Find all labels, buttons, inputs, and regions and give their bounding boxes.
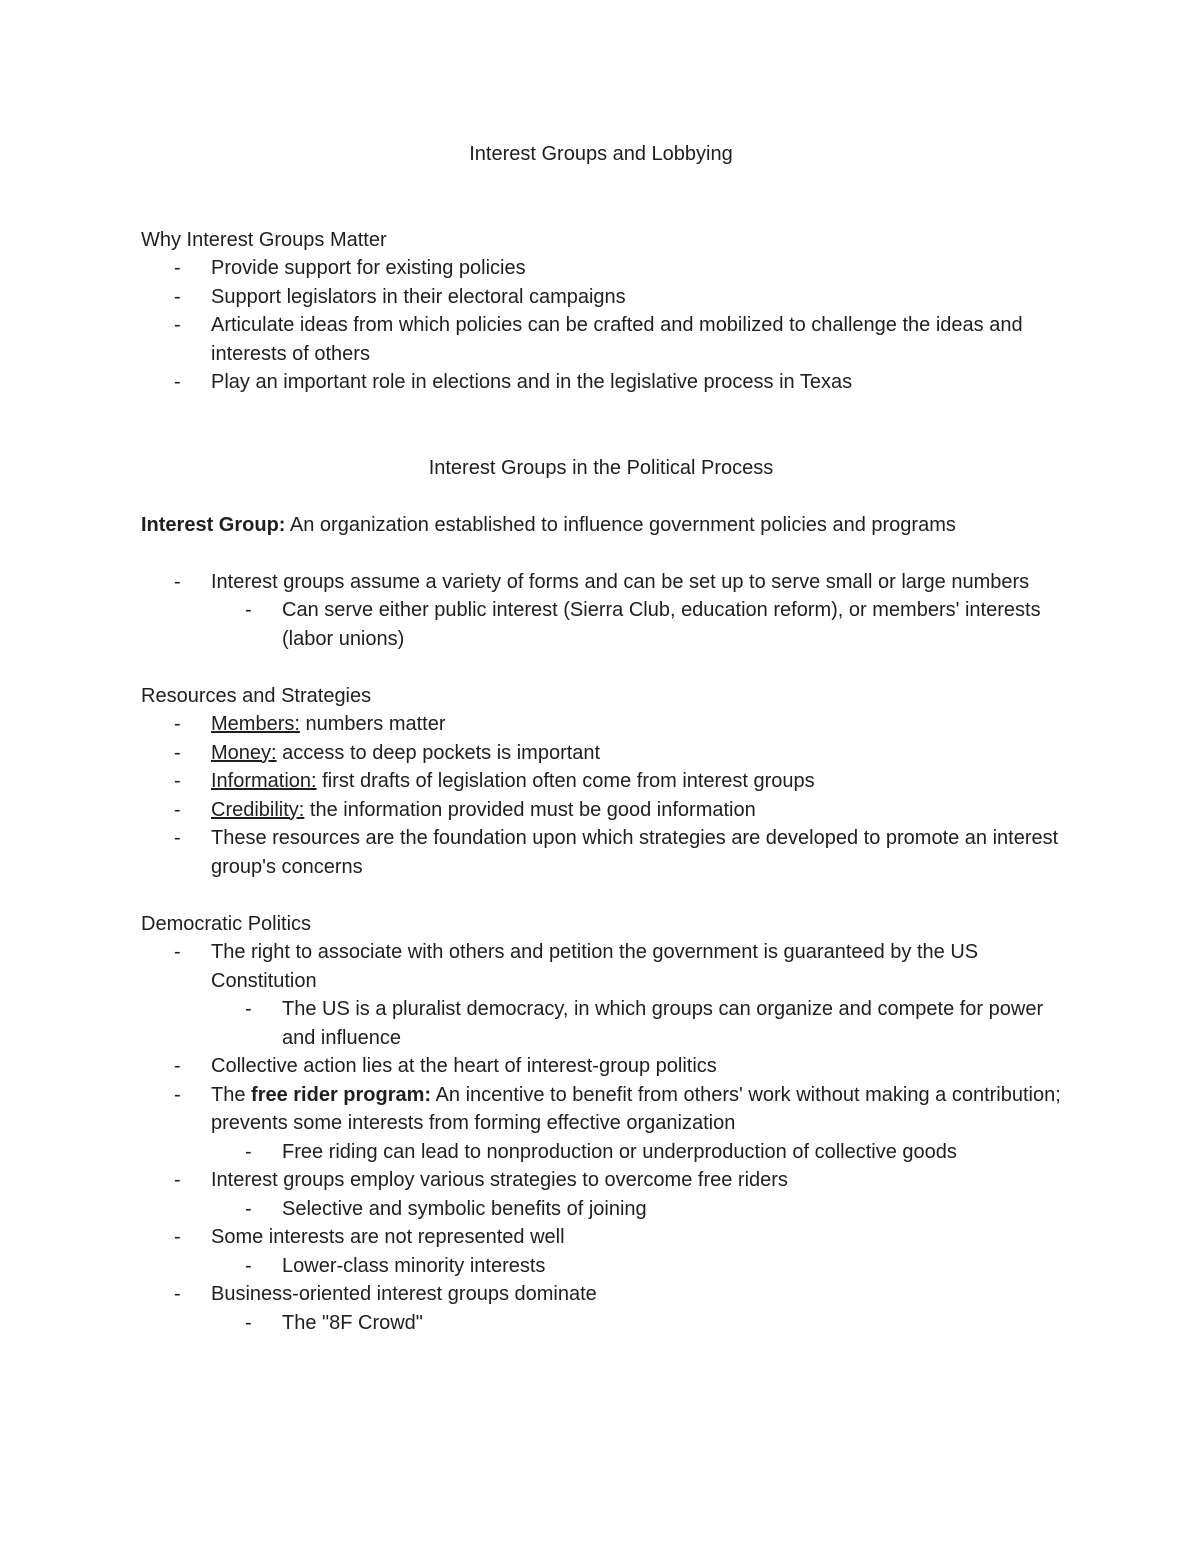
- dash-bullet: -: [245, 1254, 252, 1277]
- section-heading-why: Why Interest Groups Matter: [141, 228, 387, 251]
- sub-list: [141, 995, 1061, 1052]
- dash-bullet: -: [174, 285, 181, 308]
- section-heading-resources: Resources and Strategies: [141, 684, 372, 707]
- list-item: - The right to associate with others and petition the government is guaranteed by the US Constitution - The US is a pluralist democracy, in which groups can organize and compete for power and influence: [141, 938, 1061, 1052]
- dash-bullet: -: [245, 1197, 252, 1220]
- sub-list: [141, 1138, 1061, 1167]
- definition-text: An organization established to influence government policies and programs: [285, 513, 956, 536]
- list-item: - Collective action lies at the heart of interest-group politics: [141, 1052, 1061, 1081]
- dash-bullet: -: [174, 770, 181, 792]
- dash-bullet: -: [245, 1311, 252, 1334]
- list-item: - These resources are the foundation upon which strategies are developed to promote an interest group's concerns: [141, 824, 1061, 881]
- definition-interest-group: [141, 511, 1061, 540]
- sub-list-item: - Free riding can lead to nonproduction or underproduction of collective goods: [141, 1138, 1061, 1167]
- list-item: - Support legislators in their electoral campaigns: [141, 283, 1061, 312]
- sub-list: [141, 596, 1061, 653]
- why-list: [141, 254, 1061, 397]
- dash-bullet: -: [174, 314, 181, 336]
- sub-list-item: - Selective and symbolic benefits of joining: [141, 1195, 1061, 1224]
- dash-bullet: -: [174, 798, 181, 821]
- dash-bullet: -: [174, 570, 181, 593]
- free-rider-term: free rider program:: [251, 1083, 432, 1106]
- section-heading-democratic: Democratic Politics: [141, 912, 312, 935]
- document-title: Interest Groups and Lobbying: [469, 143, 733, 165]
- resource-term: Members:: [211, 713, 300, 735]
- list-item: - Some interests are not represented well - Lower-class minority interests: [141, 1223, 1061, 1280]
- document-body: [141, 140, 1061, 1337]
- dash-bullet: -: [174, 1169, 181, 1191]
- list-item: - Members: numbers matter: [141, 710, 1061, 739]
- resource-term: Information:: [211, 770, 317, 792]
- sub-list-item: - Can serve either public interest (Sierra Club, education reform), or members' interests (labor unions): [141, 596, 1061, 653]
- dash-bullet: -: [174, 827, 181, 849]
- sub-list: [141, 1309, 1061, 1338]
- resource-term: Money:: [211, 741, 277, 764]
- list-item: - The free rider program: An incentive to benefit from others' work without making a contribution; prevents some interests from forming effective organization - Free riding can lead to nonproduction or underproduction of collective goods: [141, 1081, 1061, 1167]
- list-item: - Business-oriented interest groups dominate - The "8F Crowd": [141, 1280, 1061, 1337]
- dash-bullet: -: [245, 1140, 252, 1163]
- list-item: - Play an important role in elections and in the legislative process in Texas: [141, 368, 1061, 397]
- sub-list: [141, 1252, 1061, 1281]
- process-list: [141, 568, 1061, 654]
- dash-bullet: -: [174, 1055, 181, 1077]
- list-item: - Interest groups employ various strategies to overcome free riders - Selective and symbolic benefits of joining: [141, 1166, 1061, 1223]
- list-item: - Credibility: the information provided must be good information: [141, 796, 1061, 825]
- sub-list-item: - The "8F Crowd": [141, 1309, 1061, 1338]
- dash-bullet: -: [245, 599, 252, 621]
- list-item: - Provide support for existing policies: [141, 254, 1061, 283]
- sub-list-item: - The US is a pluralist democracy, in which groups can organize and compete for power and influence: [141, 995, 1061, 1052]
- dash-bullet: -: [174, 741, 181, 764]
- list-item: - Money: access to deep pockets is important: [141, 739, 1061, 768]
- list-item: - Interest groups assume a variety of forms and can be set up to serve small or large numbers - Can serve either public interest (Sierra Club, education reform), or members' interests (labor unions): [141, 568, 1061, 654]
- dash-bullet: -: [174, 941, 181, 963]
- dash-bullet: -: [174, 713, 181, 735]
- list-item: - Articulate ideas from which policies can be crafted and mobilized to challenge the ideas and interests of others: [141, 311, 1061, 368]
- dash-bullet: -: [174, 1226, 181, 1248]
- definition-term: Interest Group:: [141, 513, 286, 536]
- democratic-list: [141, 938, 1061, 1337]
- resource-term: Credibility:: [211, 798, 305, 821]
- section-title-process: Interest Groups in the Political Process: [428, 456, 774, 479]
- sub-list-item: - Lower-class minority interests: [141, 1252, 1061, 1281]
- sub-list: [141, 1195, 1061, 1224]
- dash-bullet: -: [174, 1083, 181, 1106]
- list-item: - Information: first drafts of legislation often come from interest groups: [141, 767, 1061, 796]
- dash-bullet: -: [245, 998, 252, 1020]
- dash-bullet: -: [174, 1283, 181, 1305]
- resources-list: [141, 710, 1061, 881]
- dash-bullet: -: [174, 371, 181, 393]
- dash-bullet: -: [174, 257, 181, 279]
